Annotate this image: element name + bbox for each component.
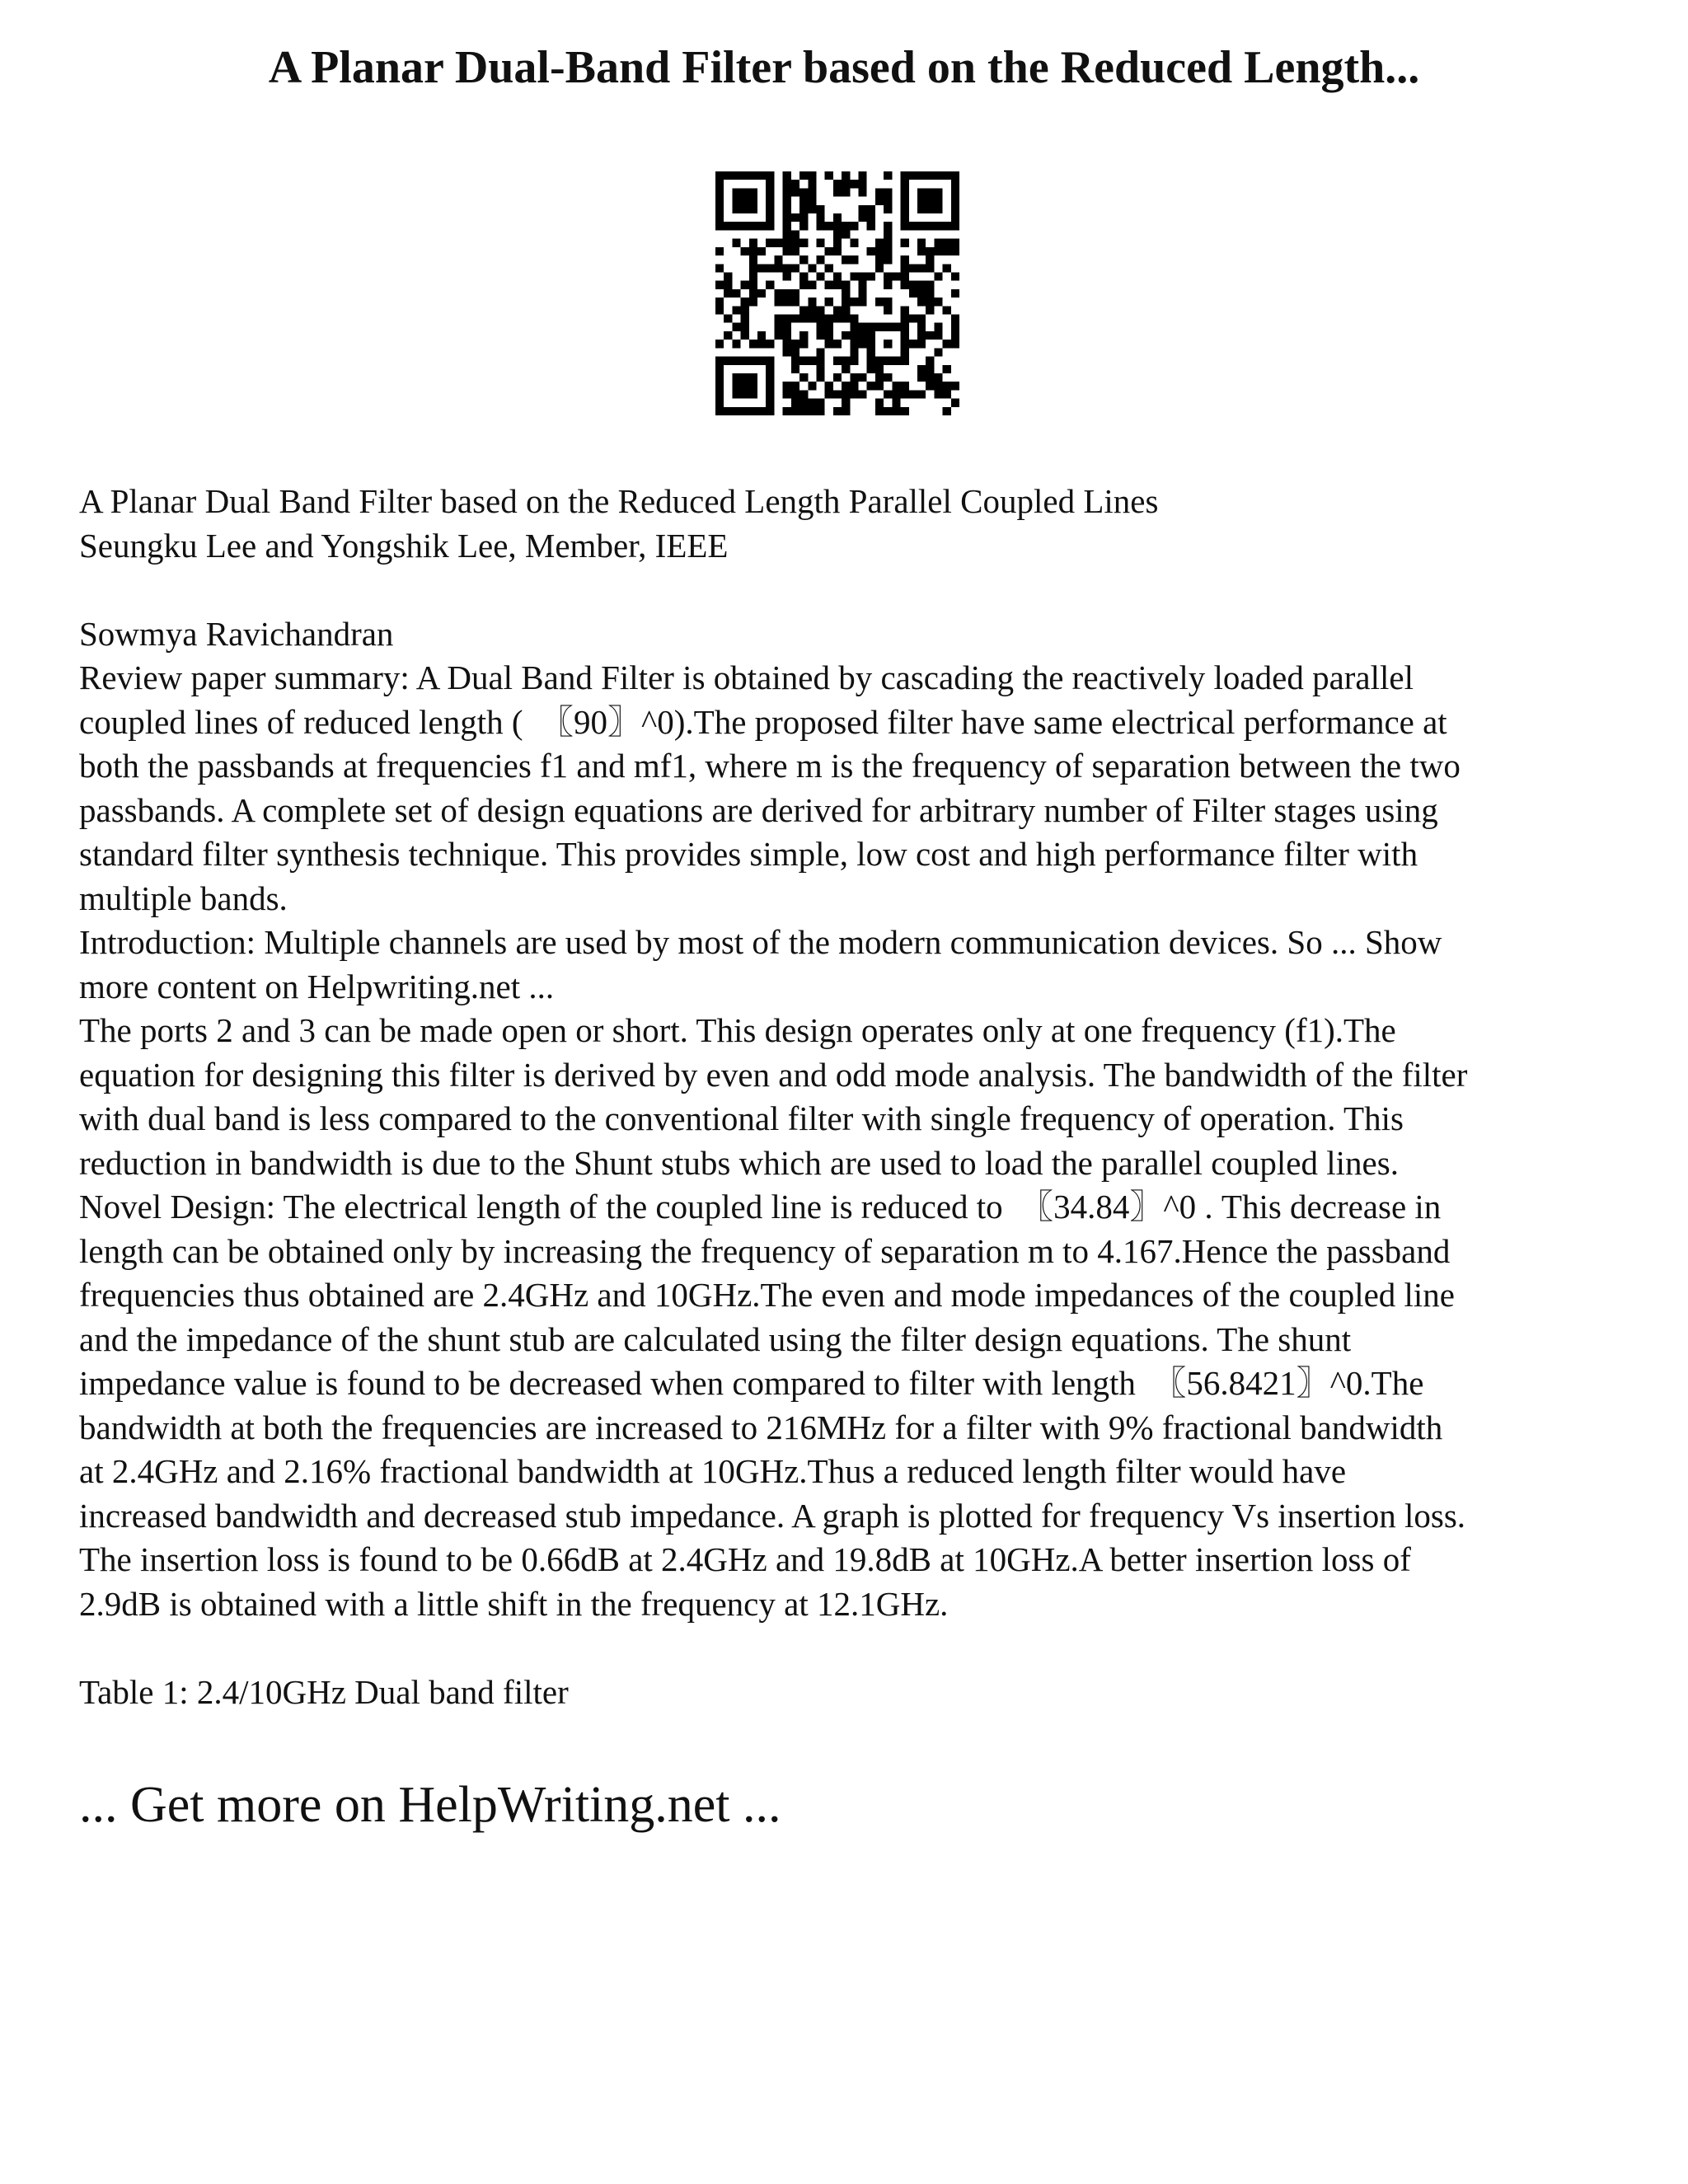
reviewer-name: Sowmya Ravichandran — [79, 614, 394, 653]
summary-line: multiple bands. — [79, 879, 288, 917]
paragraph-gap — [79, 1626, 1629, 1671]
novel-design-line: length can be obtained only by increasing the frequency of separation m to 4.167.Hence the passband — [79, 1231, 1451, 1270]
paper-title-line: A Planar Dual Band Filter based on the Reduced Length Parallel Coupled Lines — [79, 482, 1159, 520]
novel-design-line: frequencies thus obtained are 2.4GHz and 10GHz.The even and mode impedances of the coupled line — [79, 1276, 1456, 1314]
summary-line: passbands. A complete set of design equations are derived for arbitrary number of Filter stages using — [79, 790, 1438, 829]
document-body — [79, 480, 1629, 1714]
novel-design-line: bandwidth at both the frequencies are increased to 216MHz for a filter with 9% fractional bandwidth — [79, 1408, 1443, 1446]
page-title: A Planar Dual-Band Filter based on the Reduced Length... — [268, 42, 1420, 93]
ports-line: reduction in bandwidth is due to the Shunt stubs which are used to load the parallel coupled lines. — [79, 1143, 1399, 1182]
novel-design-line: Novel Design: The electrical length of the coupled line is reduced to 〖34.84〗^0 . This decrease in — [79, 1188, 1442, 1226]
table-caption: Table 1: 2.4/10GHz Dual band filter — [79, 1672, 569, 1711]
introduction-line: Introduction: Multiple channels are used by most of the modern communication devices. So ... Show — [79, 923, 1442, 961]
get-more-link[interactable]: ... Get more on HelpWriting.net ... — [79, 1777, 781, 1833]
paragraph-gap — [79, 568, 1629, 612]
paper-authors-line: Seungku Lee and Yongshik Lee, Member, IEEE — [79, 526, 729, 565]
novel-design-line: and the impedance of the shunt stub are calculated using the filter design equations. The shunt — [79, 1319, 1352, 1358]
ports-line: equation for designing this filter is derived by even and odd mode analysis. The bandwidth of the filter — [79, 1055, 1468, 1094]
novel-design-line: impedance value is found to be decreased when compared to filter with length 〖56.8421〗^0.The — [79, 1364, 1424, 1402]
summary-line: standard filter synthesis technique. This provides simple, low cost and high performance filter with — [79, 835, 1418, 873]
summary-line: both the passbands at frequencies f1 and mf1, where m is the frequency of separation between the two — [79, 747, 1461, 785]
qr-code-icon[interactable] — [715, 171, 959, 415]
novel-design-line: The insertion loss is found to be 0.66dB at 2.4GHz and 19.8dB at 10GHz.A better insertion loss of — [79, 1540, 1411, 1578]
summary-line: Review paper summary: A Dual Band Filter is obtained by cascading the reactively loaded parallel — [79, 658, 1414, 696]
novel-design-line: at 2.4GHz and 2.16% fractional bandwidth at 10GHz.Thus a reduced length filter would have — [79, 1452, 1347, 1490]
summary-line: coupled lines of reduced length ( 〖90〗^0).The proposed filter have same electrical performance at — [79, 702, 1447, 741]
ports-line: The ports 2 and 3 can be made open or short. This design operates only at one frequency (f1).The — [79, 1011, 1396, 1049]
introduction-paragraph — [79, 921, 1629, 1009]
summary-paragraph — [79, 656, 1629, 921]
novel-design-paragraph — [79, 1185, 1629, 1626]
show-more-link[interactable]: more content on Helpwriting.net ... — [79, 967, 555, 1005]
ports-line: with dual band is less compared to the conventional filter with single frequency of operation. This — [79, 1099, 1404, 1137]
ports-paragraph — [79, 1009, 1629, 1185]
novel-design-line: 2.9dB is obtained with a little shift in the frequency at 12.1GHz. — [79, 1584, 949, 1623]
novel-design-line: increased bandwidth and decreased stub impedance. A graph is plotted for frequency Vs insertion loss. — [79, 1496, 1466, 1535]
